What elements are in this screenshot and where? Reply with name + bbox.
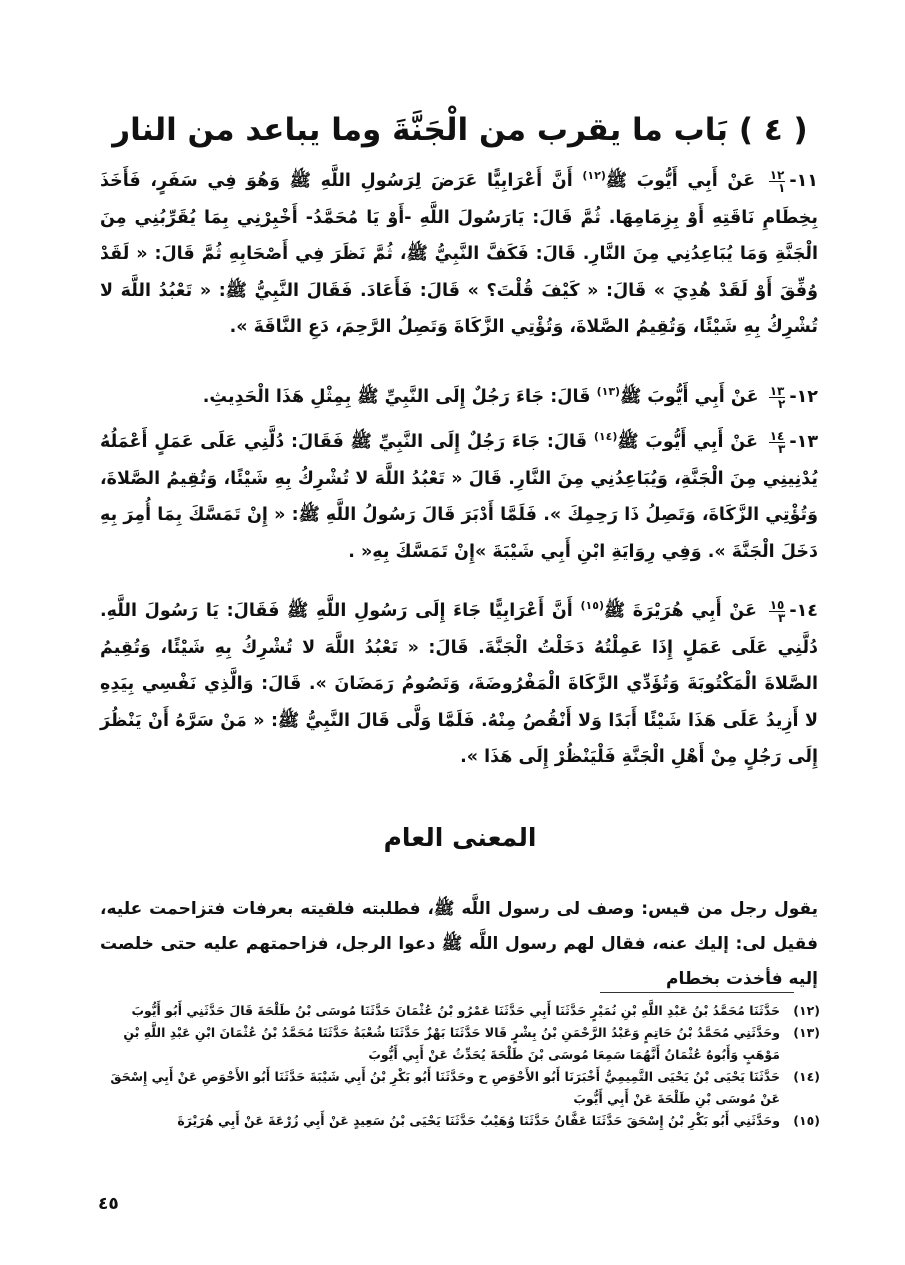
- footnote-text: حَدَّثَنَا مُحَمَّدُ بْنُ عَبْدِ اللَّهِ بْنِ نُمَيْرٍ حَدَّثَنَا أَبِي حَدَّثَنَا عَمْرُو بْنُ عُثْمَانَ حَدَّثَنَا مُوسَى بْنُ طَلْحَةَ قَالَ حَدَّثَنِي أَبُو أَيُّوبَ: [131, 1003, 780, 1018]
- footnote-text: وحَدَّثَنِي أَبُو بَكْرِ بْنُ إِسْحَقَ حَدَّثَنَا عَفَّانُ حَدَّثَنَا وُهَيْبٌ حَدَّثَنَا يَحْيَى بْنُ سَعِيدٍ عَنْ أَبِي زُرْعَةَ عَنْ أَبِي هُرَيْرَةَ: [177, 1113, 780, 1128]
- hadith-number: ١٤-: [789, 601, 818, 621]
- hadith-12: [100, 379, 818, 416]
- page-number: ٤٥: [98, 1194, 119, 1214]
- footnote-separator: [600, 992, 794, 993]
- hadith-text: قَالَ: جَاءَ رَجُلٌ إِلَى النَّبِيِّ ﷺ فَقَالَ: دُلَّنِي عَلَى عَمَلٍ أَعْمَلُهُ يُدْنِينِي مِنَ الْجَنَّةِ، وَيُبَاعِدُنِي مِنَ النَّارِ. قَالَ « تَعْبُدُ اللَّهَ لا تُشْرِكُ بِهِ شَيْئًا، وَتُقِيمُ الصَّلاةَ، وَتُؤْتِي الزَّكَاةَ، وَتَصِلُ ذَا رَحِمِكَ ». فَلَمَّا أَدْبَرَ قَالَ رَسُولُ اللَّهِ ﷺ: « إِنْ تَمَسَّكَ بِمَا أُمِرَ بِهِ دَخَلَ الْجَنَّةَ ». وَفِي رِوَايَةِ ابْنِ أَبِي شَيْبَةَ »إِنْ تَمَسَّكَ بِهِ« .: [100, 432, 818, 562]
- cross-reference-fraction: $\frac{١٤}{٣}$: [769, 428, 786, 456]
- hadith-narrator: عَنْ أَبِي أَيُّوبَ ﷺ: [620, 387, 759, 407]
- cross-reference-fraction: $\frac{١٣}{٢}$: [769, 383, 786, 411]
- hadith-14: [100, 593, 818, 776]
- footnote-12: [100, 1000, 820, 1022]
- footnote-15: [100, 1110, 820, 1132]
- section-title: المعنى العام: [383, 823, 537, 852]
- hadith-narrator: عَنْ أَبِي هُرَيْرَةَ ﷺ: [603, 601, 757, 621]
- footnote-ref[interactable]: (١٤): [593, 430, 618, 444]
- footnote-ref[interactable]: (١٣): [596, 385, 621, 399]
- footnote-number: (١٢): [793, 1003, 820, 1018]
- hadith-text: أَنَّ أَعْرَابِيًّا جَاءَ إِلَى رَسُولِ اللَّهِ ﷺ فَقَالَ: يَا رَسُولَ اللَّهِ. دُلَّنِي عَلَى عَمَلٍ إِذَا عَمِلْتُهُ دَخَلْتُ الْجَنَّةَ. قَالَ: « تَعْبُدُ اللَّهَ لا تُشْرِكُ بِهِ شَيْئًا، وَتُقِيمُ الصَّلاةَ الْمَكْتُوبَةَ وَتُؤَدِّي الزَّكَاةَ الْمَفْرُوضَةَ، وَتَصُومُ رَمَضَانَ ». قَالَ: وَالَّذِي نَفْسِي بِيَدِهِ لا أَزِيدُ عَلَى هَذَا شَيْئًا أَبَدًا وَلا أَنْقُصُ مِنْهُ. فَلَمَّا وَلَّى قَالَ النَّبِيُّ ﷺ: « مَنْ سَرَّهُ أَنْ يَنْظُرَ إِلَى رَجُلٍ مِنْ أَهْلِ الْجَنَّةِ فَلْيَنْظُرْ إِلَى هَذَا ».: [100, 601, 818, 767]
- footnotes: [100, 1000, 820, 1132]
- footnote-text: حَدَّثَنَا يَحْيَى بْنُ يَحْيَى التَّمِيمِيُّ أَخْبَرَنَا أَبُو الأَحْوَصِ ح وحَدَّثَنَا أَبُو بَكْرِ بْنُ أَبِي شَيْبَةَ حَدَّثَنَا أَبُو الأَحْوَصِ عَنْ أَبِي إِسْحَقَ عَنْ مُوسَى بْنِ طَلْحَةَ عَنْ أَبِي أَيُّوبَ: [110, 1069, 780, 1106]
- hadith-narrator: عَنْ أَبِي أَيُّوبَ ﷺ: [605, 171, 756, 191]
- hadith-number: ١٣-: [789, 432, 819, 452]
- footnote-ref[interactable]: (١٢): [582, 169, 606, 183]
- footnote-number: (١٥): [793, 1113, 820, 1128]
- footnote-number: (١٤): [793, 1069, 820, 1084]
- footnote-13: [100, 1022, 820, 1066]
- hadith-number: ١١-: [789, 171, 818, 191]
- cross-reference-fraction: $\frac{١٢}{١}$: [769, 167, 786, 195]
- footnote-number: (١٣): [793, 1025, 820, 1040]
- footnote-14: [100, 1066, 820, 1110]
- hadith-text: أَنَّ أَعْرَابِيًّا عَرَضَ لِرَسُولِ اللَّهِ ﷺ وَهُوَ فِي سَفَرٍ، فَأَخَذَ بِخِطَامِ نَاقَتِهِ أَوْ بِزِمَامِهَا. ثُمَّ قَالَ: يَارَسُولَ اللَّهِ -أَوْ يَا مُحَمَّدُ- أَخْبِرْنِي بِمَا يُقَرِّبُنِي مِنَ الْجَنَّةِ وَمَا يُبَاعِدُنِي مِنَ النَّارِ. قَالَ: فَكَفَّ النَّبِيُّ ﷺ، ثُمَّ نَظَرَ فِي أَصْحَابِهِ ثُمَّ قَالَ: « لَقَدْ وُفِّقَ أَوْ لَقَدْ هُدِيَ » قَالَ: « كَيْفَ قُلْتَ؟ » قَالَ: فَأَعَادَ. فَقَالَ النَّبِيُّ ﷺ: « تَعْبُدُ اللَّهَ لا تُشْرِكُ بِهِ شَيْئًا، وَتُقِيمُ الصَّلاةَ، وَتُؤْتِي الزَّكَاةَ وَتَصِلُ الرَّحِمَ، دَعِ النَّاقَةَ ».: [100, 171, 818, 337]
- chapter-title: ( ٤ ) بَاب ما يقرب من الْجَنَّةَ وما يباعد من النار: [112, 112, 808, 148]
- cross-reference-fraction: $\frac{١٥}{٣}$: [769, 597, 786, 625]
- footnote-ref[interactable]: (١٥): [580, 599, 604, 613]
- hadith-13: [100, 424, 818, 570]
- hadith-narrator: عَنْ أَبِي أَيُّوبَ ﷺ: [617, 432, 758, 452]
- hadith-number: ١٢-: [789, 387, 818, 407]
- hadith-text: قَالَ: جَاءَ رَجُلٌ إِلَى النَّبِيِّ ﷺ بِمِثْلِ هَذَا الْحَدِيثِ.: [202, 387, 591, 407]
- commentary-paragraph: يقول رجل من قيس: وصف لى رسول اللَّه ﷺ، فطلبته فلقيته بعرفات فتزاحمت عليه، فقيل لى: إليك عنه، فقال لهم رسول اللَّه ﷺ دعوا الرجل، فزاحمتهم عليه حتى خلصت إليه فأخذت بخطام: [100, 899, 818, 989]
- hadith-11: [100, 163, 818, 346]
- scan-mark: [100, 8, 112, 12]
- footnote-text: وحَدَّثَنِي مُحَمَّدُ بْنُ حَاتِمٍ وَعَبْدُ الرَّحْمَنِ بْنُ بِشْرٍ قَالا حَدَّثَنَا بَهْزٌ حَدَّثَنَا شُعْبَةُ حَدَّثَنَا مُحَمَّدُ بْنُ عُثْمَانَ ابْنِ عَبْدِ اللَّهِ بْنِ مَوْهَبٍ وَأَبُوهُ عُثْمَانُ أَنَّهُمَا سَمِعَا مُوسَى بْنَ طَلْحَةَ يُحَدِّثُ عَنْ أَبِي أَيُّوبَ: [123, 1025, 780, 1062]
